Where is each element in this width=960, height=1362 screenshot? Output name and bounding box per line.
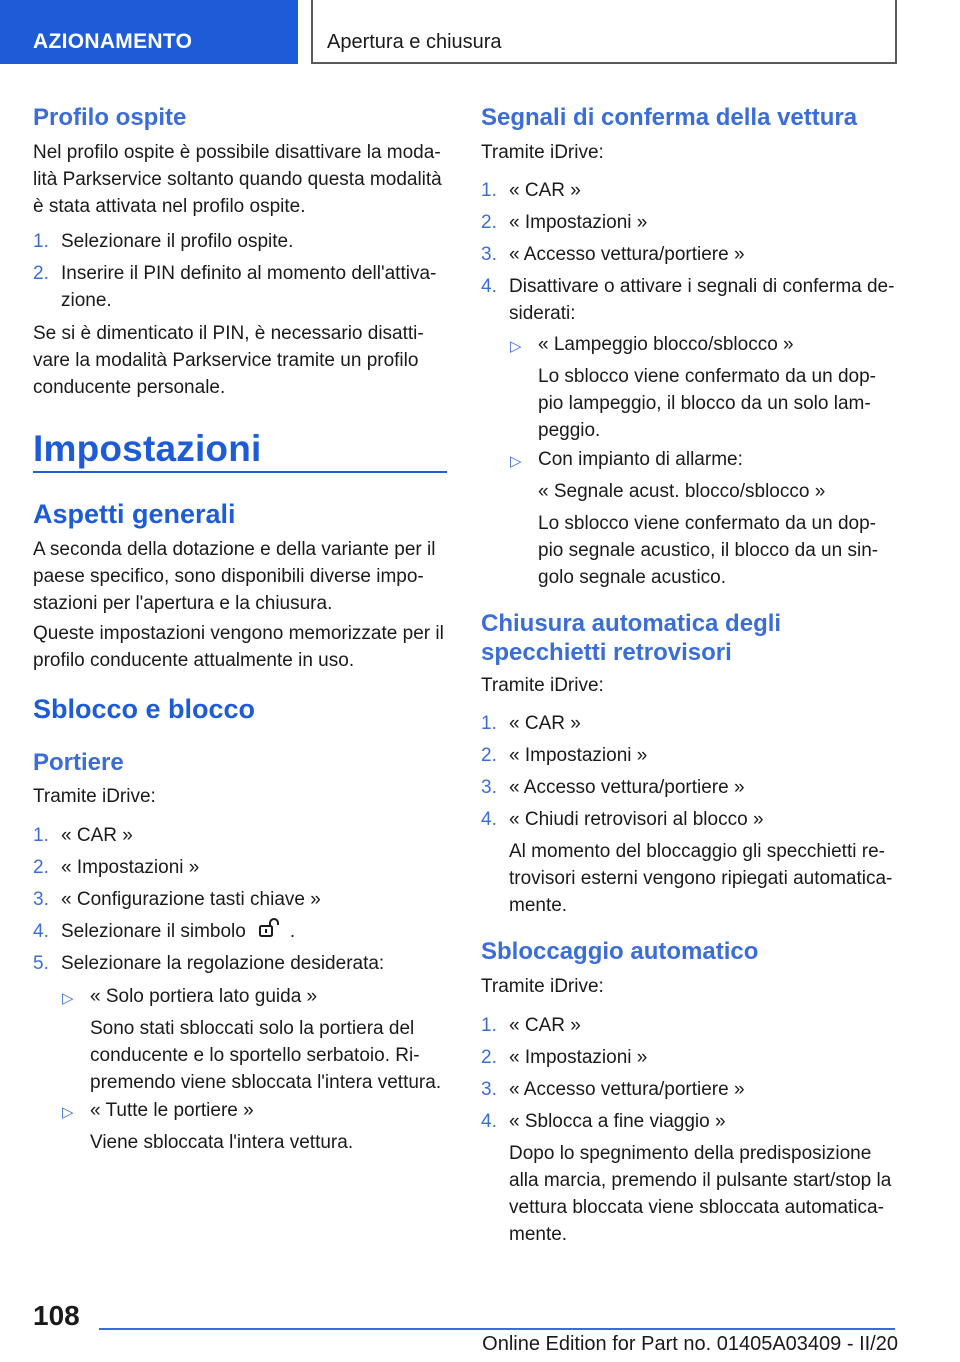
auto-unlock-heading: Sbloccaggio automatico: [481, 938, 759, 965]
list-item: 4. Selezionare il simbolo .: [33, 918, 447, 946]
option-item: ▷ « Solo portiera lato guida » Sono stati sbloccati solo la portiera del conducente e lo sportello serbatoio. Ri- premendo viene sbloccata l'intera vettura.: [62, 986, 442, 1093]
triangle-bullet-icon: ▷: [510, 453, 522, 470]
section-tab: [311, 0, 897, 64]
list-item: 3. « Accesso vettura/portiere »: [481, 1079, 745, 1100]
list-item: 2. Inserire il PIN definito al momento dell'attiva- zione.: [33, 263, 437, 311]
list-item: 2. « Impostazioni »: [33, 857, 200, 878]
mirrors-heading: Chiusura automatica degli specchietti retrovisori: [481, 610, 782, 666]
list-item: 2. « Impostazioni »: [481, 745, 648, 766]
list-item: 1. « CAR »: [481, 713, 581, 734]
chapter-tab: [0, 0, 298, 64]
list-item: 2. « Impostazioni »: [481, 212, 648, 233]
general-heading: Aspetti generali: [33, 499, 236, 529]
list-item: 4. « Chiudi retrovisori al blocco » Al momento del bloccaggio gli specchietti re- trovisori esterni vengono ripiegati automatica- mente.: [481, 809, 893, 916]
via-idrive: Tramite iDrive:: [481, 976, 604, 997]
footer-divider: [99, 1328, 895, 1330]
list-item: 3. « Configurazione tasti chiave »: [33, 889, 321, 910]
unlock-lock-heading: Sblocco e blocco: [33, 694, 256, 724]
triangle-bullet-icon: ▷: [62, 990, 74, 1007]
list-item: 1. Selezionare il profilo ospite.: [33, 231, 294, 252]
list-item: 3. « Accesso vettura/portiere »: [481, 244, 745, 265]
general-paragraph: A seconda della dotazione e della variante per il paese specifico, sono disponibili diverse impo- stazioni per l'apertura e la chiusura.: [33, 539, 436, 614]
list-item: 2. « Impostazioni »: [481, 1047, 648, 1068]
page-number: 108: [33, 1300, 80, 1331]
triangle-bullet-icon: ▷: [62, 1104, 74, 1121]
chapter-divider: [33, 471, 447, 473]
section-title: Apertura e chiusura: [327, 31, 502, 53]
confirm-signals-heading: Segnali di conferma della vettura: [481, 104, 858, 131]
via-idrive: Tramite iDrive:: [33, 786, 156, 807]
chapter-title: AZIONAMENTO: [33, 30, 193, 53]
list-item: 4. Disattivare o attivare i segnali di conferma de- siderati:: [481, 276, 895, 324]
guest-profile-note: Se si è dimenticato il PIN, è necessario disatti- vare la modalità Parkservice tramite un profilo conducente personale.: [33, 323, 424, 398]
unlock-icon: [258, 918, 280, 946]
list-item: 1. « CAR »: [481, 1015, 581, 1036]
settings-chapter-heading: Impostazioni: [33, 428, 262, 469]
list-item: 1. « CAR »: [481, 180, 581, 201]
via-idrive: Tramite iDrive:: [481, 675, 604, 696]
triangle-bullet-icon: ▷: [510, 338, 522, 355]
option-item: ▷ Con impianto di allarme: « Segnale acust. blocco/sblocco » Lo sblocco viene confermato da un dop- pio segnale acustico, il blocco da un sin- golo segnale acustico.: [510, 449, 879, 588]
general-paragraph: Queste impostazioni vengono memorizzate per il profilo conducente attualmente in uso.: [33, 623, 444, 671]
guest-profile-intro: Nel profilo ospite è possibile disattivare la moda- lità Parkservice soltanto quando questa modalità è stata attivata nel profilo ospite.: [33, 142, 442, 217]
option-item: ▷ « Lampeggio blocco/sblocco » Lo sblocco viene confermato da un dop- pio lampeggio, il blocco da un solo lam- peggio.: [510, 334, 876, 441]
footer-edition: Online Edition for Part no. 01405A03409 - II/20: [482, 1333, 898, 1355]
list-item: 4. « Sblocca a fine viaggio » Dopo lo spegnimento della predisposizione alla marcia, premendo il pulsante start/stop la vettura bloccata viene sbloccata automatica- mente.: [481, 1111, 892, 1245]
list-item: 1. « CAR »: [33, 825, 133, 846]
via-idrive: Tramite iDrive:: [481, 142, 604, 163]
guest-profile-heading: Profilo ospite: [33, 104, 187, 131]
list-item: 3. « Accesso vettura/portiere »: [481, 777, 745, 798]
doors-heading: Portiere: [33, 749, 124, 776]
list-item: 5. Selezionare la regolazione desiderata:: [33, 953, 385, 974]
option-item: ▷ « Tutte le portiere » Viene sbloccata l'intera vettura.: [62, 1100, 354, 1153]
